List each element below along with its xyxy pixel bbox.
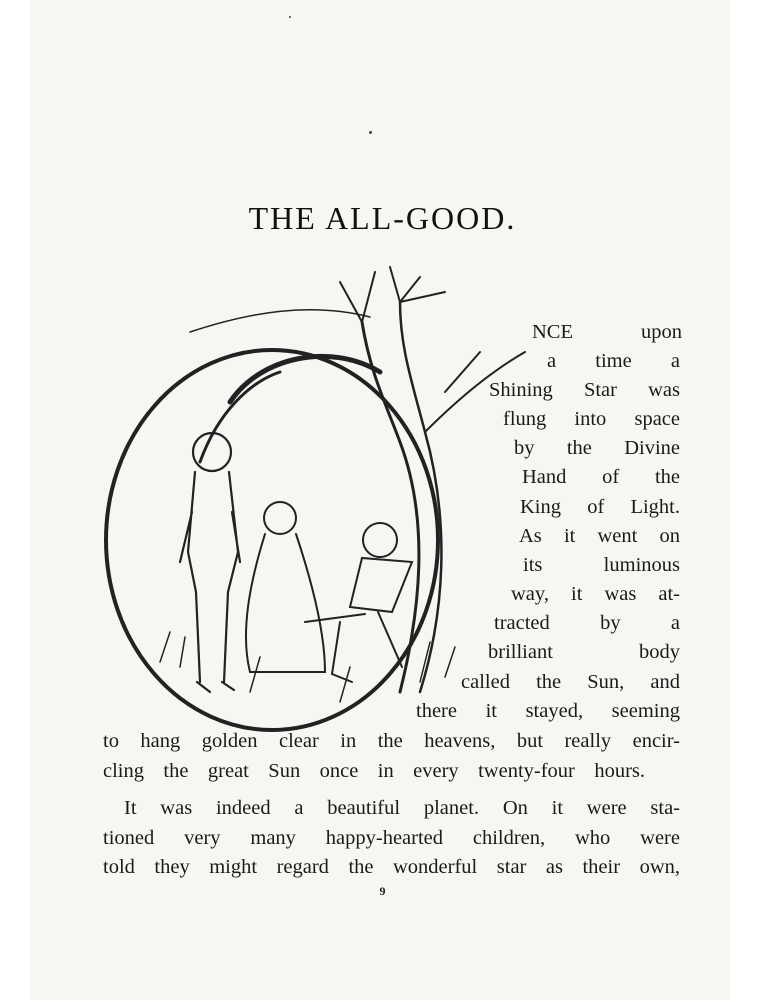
seated-girl-figure (246, 502, 325, 672)
text-line: Shining Star was (489, 379, 680, 401)
text-line: brilliant body (488, 641, 680, 663)
text-line: tioned very many happy-hearted children, who were (103, 827, 680, 849)
text-line: called the Sun, and (461, 671, 680, 693)
chapter-heading: THE ALL-GOOD. (248, 200, 517, 236)
text-line: cling the great Sun once in every twenty-four hours. (103, 760, 645, 782)
text-line: flung into space (503, 408, 680, 430)
drop-cap-illustration (100, 262, 540, 732)
print-speck (289, 16, 291, 18)
text-line: its luminous (523, 554, 680, 576)
text-line: As it went on (519, 525, 680, 547)
text-line: a time a (547, 350, 680, 372)
text-line: to hang golden clear in the heavens, but really encir- (103, 730, 680, 752)
reading-boy-figure (305, 523, 412, 682)
text-line: tracted by a (494, 612, 680, 634)
text-line: by the Divine (514, 437, 680, 459)
text-line: way, it was at- (511, 583, 680, 605)
page-number: 9 (379, 884, 386, 898)
text-line: It was indeed a beautiful planet. On it were sta- (124, 797, 680, 819)
text-line: NCE upon (532, 321, 682, 343)
standing-child-figure (180, 433, 240, 692)
text-line: Hand of the (522, 466, 680, 488)
text-line: there it stayed, seeming (416, 700, 680, 722)
text-line: King of Light. (520, 496, 680, 518)
print-speck (369, 131, 372, 134)
text-line: told they might regard the wonderful star as their own, (103, 856, 680, 878)
